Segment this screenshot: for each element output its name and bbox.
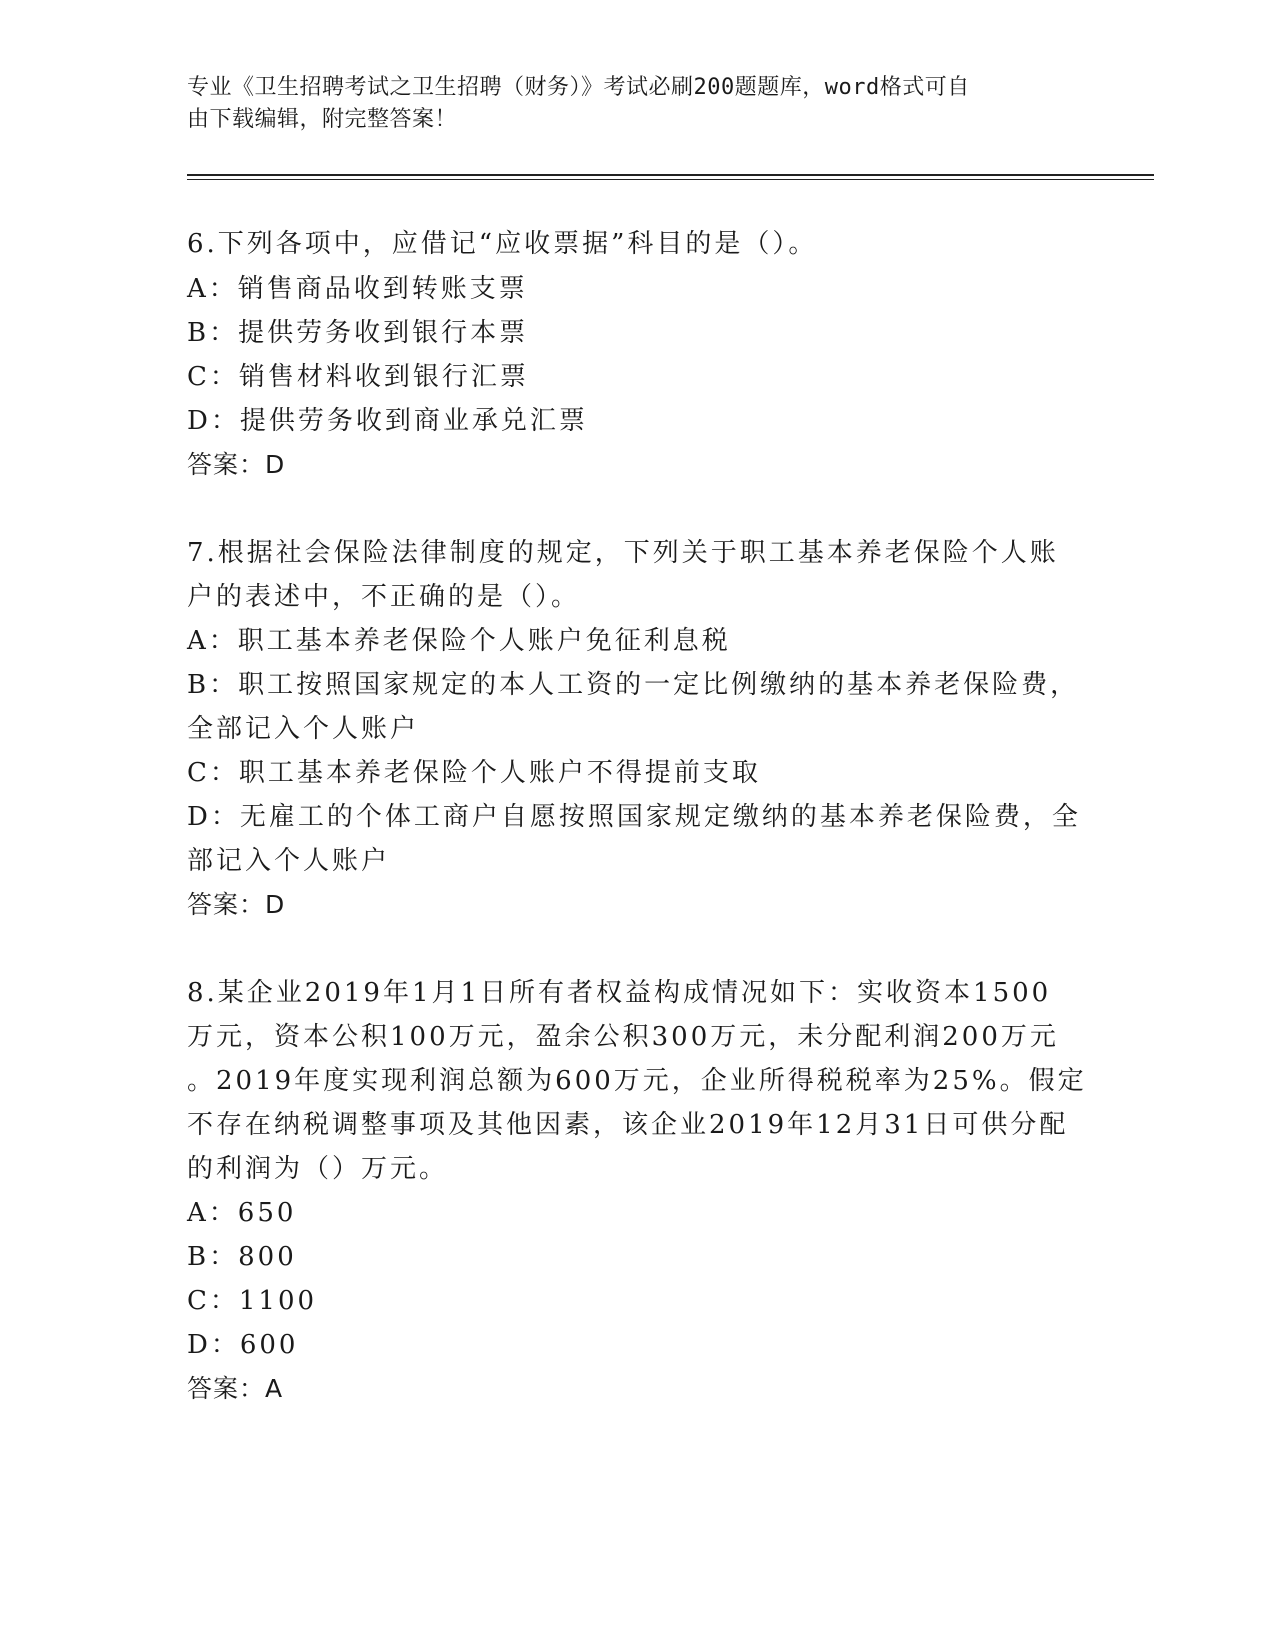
- question-stem-line: 户的表述中，不正确的是（）。: [187, 582, 581, 612]
- answer-line: 答案：D: [187, 890, 286, 919]
- option-a: A：职工基本养老保险个人账户免征利息税: [187, 626, 731, 656]
- document-header: [187, 72, 1087, 136]
- header-line-1: 专业《卫生招聘考试之卫生招聘（财务）》考试必刷200题题库，word格式可自: [187, 75, 970, 100]
- answer-line: 答案：A: [187, 1374, 284, 1403]
- option-d: D：600: [187, 1330, 299, 1360]
- option-a: A：销售商品收到转账支票: [187, 274, 528, 304]
- option-b: B：职工按照国家规定的本人工资的一定比例缴纳的基本养老保险费，: [187, 670, 1080, 700]
- option-d-continued: 部记入个人账户: [187, 846, 391, 876]
- question-stem-line: 不存在纳税调整事项及其他因素，该企业2019年12月31日可供分配: [187, 1110, 1069, 1140]
- option-d: D：无雇工的个体工商户自愿按照国家规定缴纳的基本养老保险费，全: [187, 802, 1081, 832]
- option-c: C：销售材料收到银行汇票: [187, 362, 529, 392]
- header-divider-thin: [187, 179, 1154, 180]
- option-b: B：800: [187, 1242, 297, 1272]
- option-c: C：1100: [187, 1286, 318, 1316]
- answer-line: 答案：D: [187, 450, 286, 479]
- option-d: D：提供劳务收到商业承兑汇票: [187, 406, 588, 436]
- option-a: A：650: [187, 1198, 297, 1228]
- option-c: C：职工基本养老保险个人账户不得提前支取: [187, 758, 761, 788]
- option-b: B：提供劳务收到银行本票: [187, 318, 529, 348]
- question-stem-line: 万元，资本公积100万元，盈余公积300万元，未分配利润200万元: [187, 1022, 1059, 1052]
- question-stem-line: 8.某企业2019年1月1日所有者权益构成情况如下：实收资本1500: [187, 978, 1052, 1008]
- header-line-2: 由下载编辑，附完整答案！: [187, 107, 458, 132]
- question-stem-line: 。2019年度实现利润总额为600万元，企业所得税税率为25%。假定: [187, 1066, 1087, 1096]
- question-stem-line: 7.根据社会保险法律制度的规定，下列关于职工基本养老保险个人账: [187, 538, 1059, 568]
- option-b-continued: 全部记入个人账户: [187, 714, 420, 744]
- header-divider-thick: [187, 174, 1154, 176]
- question-stem-line: 6.下列各项中，应借记“应收票据”科目的是（）。: [187, 229, 818, 259]
- question-stem-line: 的利润为（）万元。: [187, 1154, 449, 1184]
